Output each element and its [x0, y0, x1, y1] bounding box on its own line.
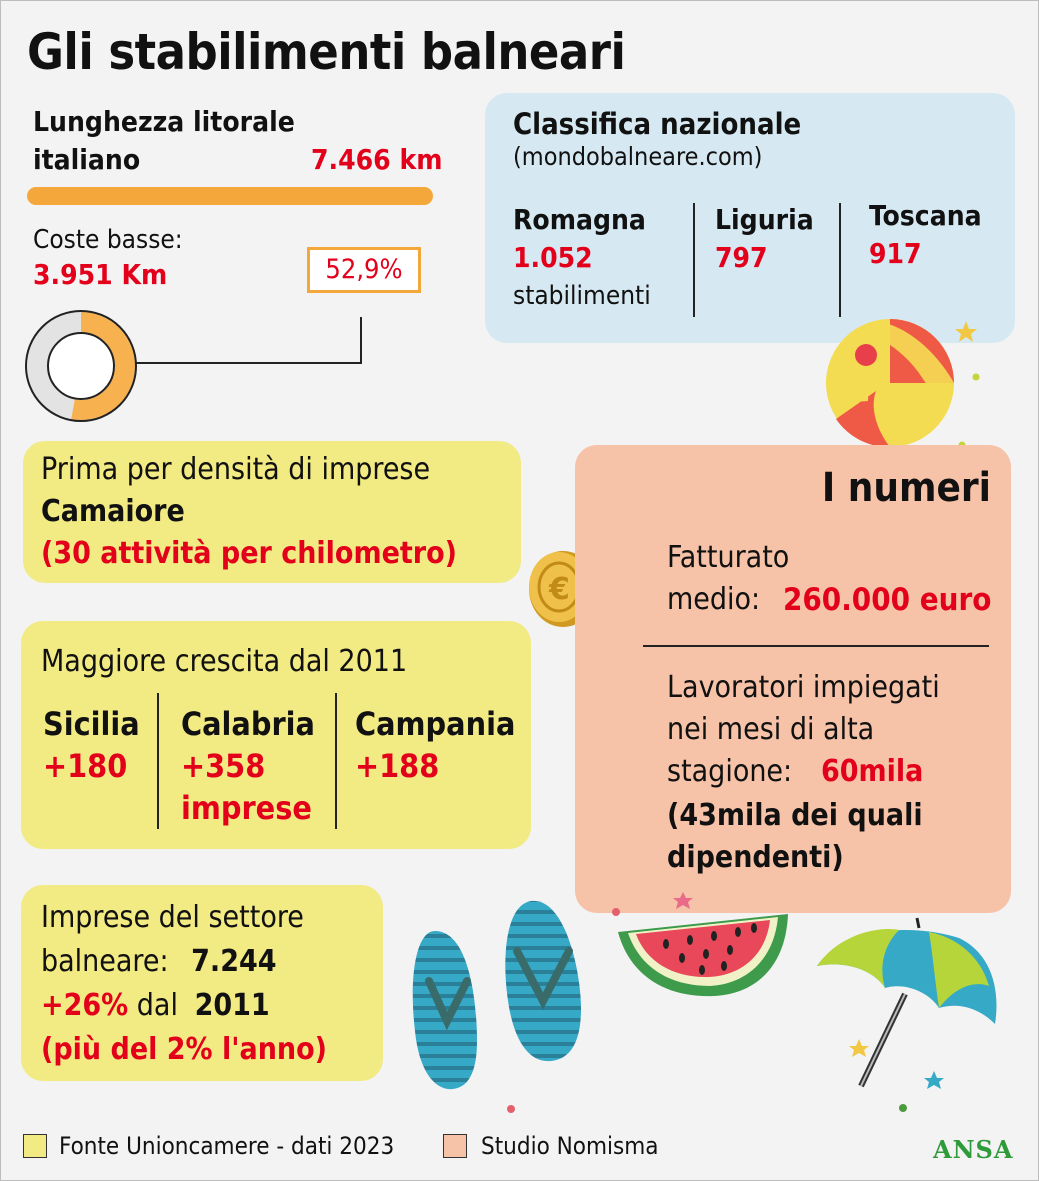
region-value: +188	[355, 747, 440, 785]
imprese-prefix: balneare:	[41, 944, 169, 979]
coste-basse-label: Coste basse:	[33, 225, 183, 255]
fatturato-value: 260.000 euro	[783, 582, 992, 618]
divider	[693, 203, 695, 317]
beach-ball-icon	[816, 311, 1016, 461]
donut-chart	[25, 291, 370, 427]
imprese-panel	[21, 885, 383, 1081]
region-name: Campania	[355, 705, 516, 743]
densita-panel	[23, 441, 521, 583]
region-name: Liguria	[715, 203, 814, 236]
svg-text:€: €	[549, 572, 570, 607]
litorale-label	[33, 103, 295, 179]
classifica-source: (mondobalneare.com)	[513, 142, 763, 171]
flip-flops-icon	[405, 891, 605, 1121]
densita-city: Camaiore	[41, 494, 185, 529]
donut-hole	[48, 333, 114, 399]
legend-swatch-yellow	[23, 1134, 47, 1158]
imprese-growth: +26%	[41, 988, 129, 1023]
divider	[335, 693, 337, 829]
classifica-title: Classifica nazionale	[513, 107, 802, 141]
imprese-line3	[41, 987, 270, 1025]
litorale-bar	[27, 187, 433, 205]
numeri-title: I numeri	[821, 465, 991, 511]
divider	[643, 645, 989, 647]
classifica-region-toscana	[869, 197, 982, 273]
divider	[157, 693, 159, 829]
imprese-year: 2011	[194, 988, 270, 1023]
densita-line1: Prima per densità di imprese	[41, 452, 431, 487]
imprese-count: 7.244	[191, 944, 277, 979]
imprese-growth-mid: dal	[136, 988, 178, 1023]
lavoratori-line1: Lavoratori impiegati	[667, 670, 940, 705]
page-title: Gli stabilimenti balneari	[27, 23, 626, 81]
crescita-panel	[21, 621, 531, 849]
litorale-label-line1: Lunghezza litorale	[33, 105, 295, 138]
crescita-region-campania	[355, 703, 515, 787]
lavoratori-value: 60mila	[821, 754, 924, 789]
region-note: imprese	[181, 789, 312, 827]
legend-swatch-salmon	[443, 1134, 467, 1158]
crescita-region-calabria	[181, 703, 315, 829]
region-value: 917	[869, 237, 922, 270]
region-name: Sicilia	[43, 705, 140, 743]
region-value: +358	[181, 747, 266, 785]
ansa-logo: ANSA	[933, 1135, 1014, 1164]
numeri-panel	[575, 445, 1011, 913]
fatturato-line1: Fatturato	[667, 540, 790, 575]
coste-basse-value: 3.951 Km	[33, 258, 168, 291]
lavoratori-detail2: dipendenti)	[667, 840, 844, 875]
beach-umbrella-icon	[809, 916, 1009, 1116]
imprese-line1: Imprese del settore	[41, 900, 304, 935]
crescita-region-sicilia	[43, 703, 140, 787]
region-note: stabilimenti	[513, 281, 651, 311]
litorale-label-line2: italiano	[33, 143, 141, 176]
lavoratori-detail1: (43mila dei quali	[667, 798, 923, 833]
region-name: Toscana	[869, 199, 982, 232]
region-value: +180	[43, 747, 128, 785]
crescita-title: Maggiore crescita dal 2011	[41, 644, 408, 679]
classifica-region-liguria	[715, 201, 814, 277]
classifica-panel	[485, 93, 1015, 343]
legend-label-salmon: Studio Nomisma	[481, 1132, 659, 1160]
lavoratori-line3: stagione:	[667, 754, 793, 789]
legend-label-yellow: Fonte Unioncamere - dati 2023	[59, 1132, 395, 1160]
region-name: Romagna	[513, 203, 646, 236]
region-value: 1.052	[513, 241, 593, 274]
lavoratori-line2: nei mesi di alta	[667, 712, 875, 747]
watermelon-icon	[606, 886, 806, 1001]
divider	[839, 203, 841, 317]
classifica-region-romagna	[513, 201, 651, 315]
fatturato-line2: medio:	[667, 582, 761, 617]
imprese-detail: (più del 2% l'anno)	[41, 1032, 328, 1067]
region-value: 797	[715, 241, 768, 274]
percent-badge: 52,9%	[307, 247, 421, 293]
region-name: Calabria	[181, 705, 315, 743]
litorale-value: 7.466 km	[311, 143, 443, 176]
imprese-line2	[41, 943, 277, 981]
densita-detail: (30 attività per chilometro)	[41, 536, 458, 571]
